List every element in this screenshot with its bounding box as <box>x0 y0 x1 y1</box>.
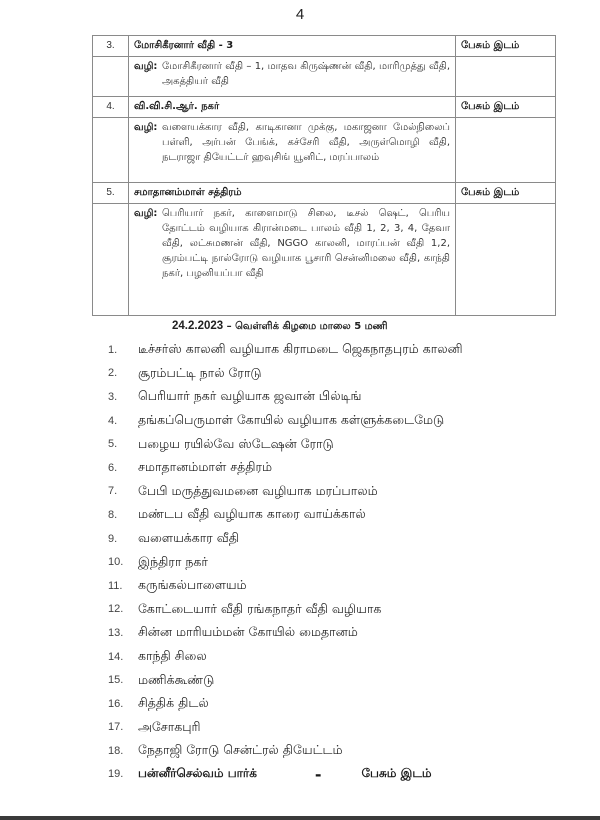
stop-number: 1. <box>108 343 118 356</box>
list-item <box>108 362 538 386</box>
stop-status: பேசும் இடம் <box>361 766 432 781</box>
route-status: பேசும் இடம் <box>456 36 556 57</box>
stop-number: 19. <box>108 768 124 781</box>
list-item <box>108 621 538 645</box>
stop-number: 2. <box>108 367 118 380</box>
route-title: வி.வி.சி.ஆர். நகர் <box>129 97 456 118</box>
via-text: வளையக்கார வீதி, காடிகானா முக்கு, மகாஜனா மேல்நிலைப் பள்ளி, அர்பன் பேங்க், கச்சேரி வீதி, அருள்மொழி வீதி, நடராஜா தியேட்டர் ஹவுசிங் யூனிட், மரப்பாலம் <box>162 122 450 163</box>
route-row-via <box>93 57 556 97</box>
stop-text: மணிக்கூண்டு <box>138 671 215 687</box>
empty-cell <box>456 57 556 97</box>
route-title: சமாதானம்மாள் சத்திரம் <box>129 183 456 204</box>
route-row-via <box>93 204 556 316</box>
stop-number: 6. <box>108 461 118 474</box>
stop-text: சமாதானம்மாள் சத்திரம் <box>138 459 273 475</box>
route-number: 3. <box>93 36 129 57</box>
list-item <box>108 550 538 574</box>
schedule-date: 24.2.2023 <box>172 320 224 332</box>
stop-text: சித்திக் திடல் <box>138 695 209 711</box>
stop-text: வளையக்கார வீதி <box>138 530 239 546</box>
via-label: வழி: <box>134 208 158 219</box>
via-label: வழி: <box>134 61 158 72</box>
route-status: பேசும் இடம் <box>456 183 556 204</box>
empty-cell <box>456 204 556 316</box>
list-item <box>108 409 538 433</box>
stop-number: 9. <box>108 532 118 545</box>
route-row-header <box>93 183 556 204</box>
stop-text: தங்கப்பெருமாள் கோயில் வழியாக கள்ளுக்கடைமேடு <box>138 412 445 428</box>
list-item <box>108 385 538 409</box>
route-number: 4. <box>93 97 129 118</box>
stop-number: 10. <box>108 556 124 569</box>
stop-number: 8. <box>108 508 118 521</box>
route-row-header <box>93 97 556 118</box>
separator-dash: - <box>314 764 322 784</box>
list-item <box>108 432 538 456</box>
stop-text: கோட்டையார் வீதி ரங்கநாதர் வீதி வழியாக <box>138 600 382 616</box>
stop-number: 14. <box>108 650 124 663</box>
via-text: பெரியார் நகர், காளைமாடு சிலை, டீசல் ஷெட், பெரிய தோட்டம் வழியாக கிரான்மடை பாலம் வீதி 1, 2, 3, 4, தேவா வீதி, லட்சுமணன் வீதி, NGGO காலனி, மாரப்பன் வீதி 1,2, சூரம்பட்டி நால்ரோடு வழியாக பூசாரி சென்னிமலை வீதி, காந்தி நகர், பழனியப்பா வீதி <box>162 208 450 279</box>
stop-number: 5. <box>108 438 118 451</box>
list-item <box>108 716 538 740</box>
list-item <box>108 527 538 551</box>
route-via-cell <box>129 57 456 97</box>
via-text: மோசிகீரனார் வீதி – 1, மாதவ கிருஷ்ணன் வீதி, மாரிமுத்து வீதி, அகத்தியர் வீதி <box>162 61 450 87</box>
stop-text: நேதாஜி ரோடு சென்ட்ரல் தியேட்டம் <box>138 742 343 758</box>
stop-text: பெரியார் நகர் வழியாக ஜவான் பில்டிங் <box>138 388 362 404</box>
route-status: பேசும் இடம் <box>456 97 556 118</box>
final-stop-item <box>108 763 538 787</box>
stop-number: 3. <box>108 390 118 403</box>
route-via-cell <box>129 118 456 183</box>
stop-number: 17. <box>108 721 124 734</box>
list-item <box>108 668 538 692</box>
stop-number: 4. <box>108 414 118 427</box>
list-item <box>108 598 538 622</box>
empty-cell <box>93 204 129 316</box>
stop-number: 11. <box>108 579 123 592</box>
stop-text: பேபி மருத்துவமனை வழியாக மரப்பாலம் <box>138 482 378 498</box>
stop-number: 13. <box>108 626 124 639</box>
via-label: வழி: <box>134 122 158 133</box>
stop-number: 15. <box>108 674 124 687</box>
route-title: மோசிகீரனார் வீதி - 3 <box>129 36 456 57</box>
route-number: 5. <box>93 183 129 204</box>
route-table <box>92 35 556 316</box>
empty-cell <box>456 118 556 183</box>
empty-cell <box>93 118 129 183</box>
route-row-header <box>93 36 556 57</box>
page-number: 4 <box>295 6 305 23</box>
stop-text: அசோகபுரி <box>138 718 201 734</box>
stop-text: பன்னீர்செல்வம் பார்க் <box>138 766 257 781</box>
stop-text: டீச்சர்ஸ் காலனி வழியாக கிராமடை ஜெகநாதபுரம் காலனி <box>138 341 463 357</box>
schedule-separator: – <box>226 321 232 332</box>
stop-text: பழைய ரயில்வே ஸ்டேஷன் ரோடு <box>138 435 334 451</box>
route-row-via <box>93 118 556 183</box>
stop-number: 7. <box>108 485 118 498</box>
schedule-time: வெள்ளிக் கிழமை மாலை 5 மணி <box>235 321 388 332</box>
stop-text: மண்டப வீதி வழியாக காரை வாய்க்கால் <box>138 506 366 522</box>
list-item <box>108 692 538 716</box>
page-bottom-edge <box>0 816 600 820</box>
list-item <box>108 338 538 362</box>
stop-text: இந்திரா நகர் <box>138 553 208 569</box>
list-item <box>108 480 538 504</box>
list-item <box>108 503 538 527</box>
stop-text: சின்ன மாரியம்மன் கோயில் மைதானம் <box>138 624 358 640</box>
stop-text: கருங்கல்பாளையம் <box>138 577 247 593</box>
empty-cell <box>93 57 129 97</box>
route-via-cell <box>129 204 456 316</box>
stops-list <box>108 338 538 786</box>
list-item <box>108 456 538 480</box>
stop-text: காந்தி சிலை <box>138 648 207 664</box>
list-item <box>108 739 538 763</box>
stop-number: 16. <box>108 697 124 710</box>
stop-number: 18. <box>108 744 124 757</box>
list-item <box>108 574 538 598</box>
list-item <box>108 645 538 669</box>
stop-text: சூரம்பட்டி நால் ரோடு <box>138 364 262 380</box>
stop-number: 12. <box>108 603 124 616</box>
schedule-heading <box>172 320 388 333</box>
